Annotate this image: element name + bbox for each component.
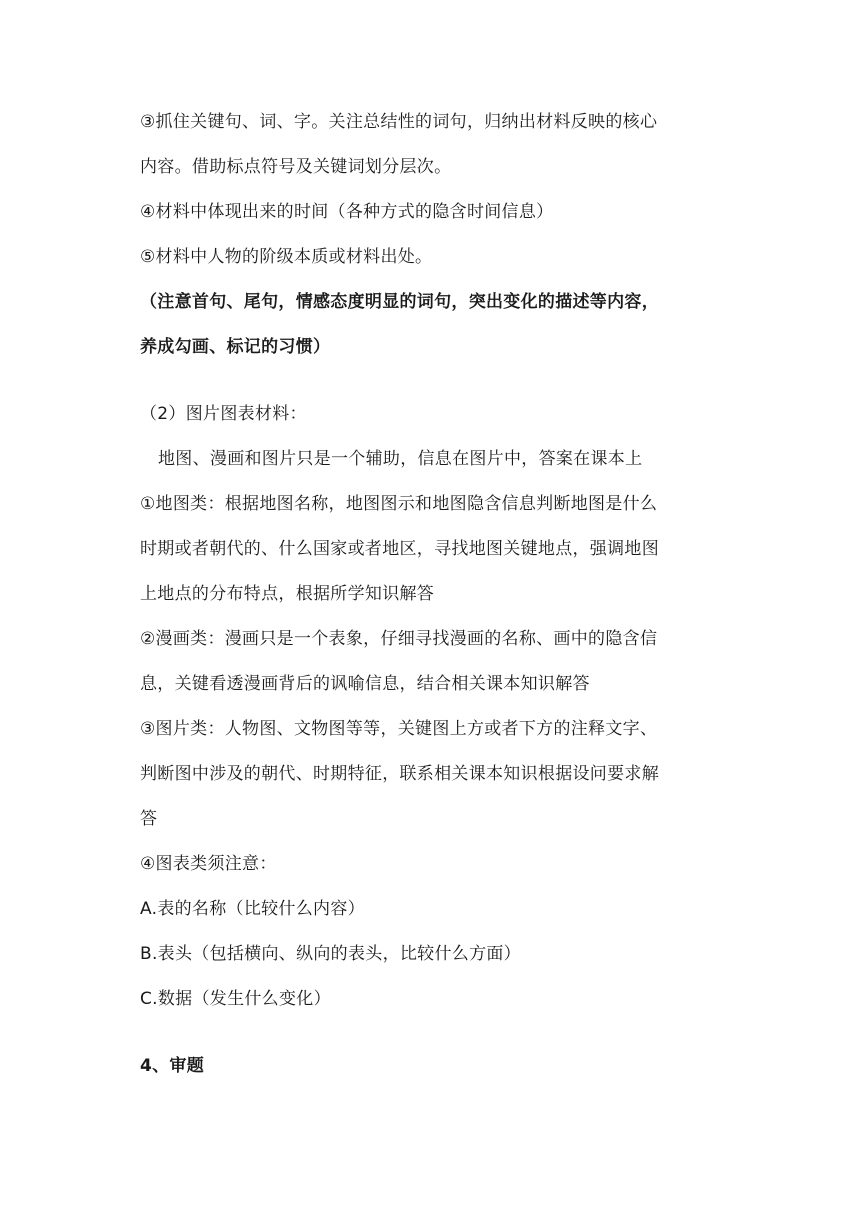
text-line: 息，关键看透漫画背后的讽喻信息，结合相关课本知识解答 (140, 674, 590, 694)
text-line: ④图表类须注意： (140, 854, 277, 874)
text-line: A.表的名称（比较什么内容） (140, 899, 365, 919)
text-line: ③图片类：人物图、文物图等等，关键图上方或者下方的注释文字、 (140, 719, 658, 739)
text-line: 答 (140, 809, 158, 829)
text-line: B.表头（包括横向、纵向的表头，比较什么方面） (140, 944, 521, 964)
text-line: ②漫画类：漫画只是一个表象，仔细寻找漫画的名称、画中的隐含信 (140, 629, 658, 649)
text-line: ⑤材料中人物的阶级本质或材料出处。 (140, 247, 433, 267)
text-line: ③抓住关键句、词、字。关注总结性的词句，归纳出材料反映的核心 (140, 112, 658, 132)
text-line: 地图、漫画和图片只是一个辅助，信息在图片中，答案在课本上 (158, 449, 643, 469)
bold-note-line: 养成勾画、标记的习惯） (140, 337, 331, 357)
section-heading: （2）图片图表材料： (140, 404, 307, 424)
text-line: 判断图中涉及的朝代、时期特征，联系相关课本知识根据设问要求解 (140, 764, 659, 784)
text-line: ④材料中体现出来的时间（各种方式的隐含时间信息） (140, 202, 554, 222)
text-line: 内容。借助标点符号及关键词划分层次。 (140, 157, 452, 177)
text-line: 时期或者朝代的、什么国家或者地区，寻找地图关键地点，强调地图 (140, 539, 659, 559)
bold-note-line: （注意首句、尾句，情感态度明显的词句，突出变化的描述等内容， (140, 292, 659, 312)
section-heading: 4、审题 (140, 1056, 205, 1076)
text-line: C.数据（发生什么变化） (140, 989, 331, 1009)
text-line: 上地点的分布特点，根据所学知识解答 (140, 584, 435, 604)
document-body (140, 108, 730, 1080)
text-line: ①地图类：根据地图名称，地图图示和地图隐含信息判断地图是什么 (140, 494, 658, 514)
